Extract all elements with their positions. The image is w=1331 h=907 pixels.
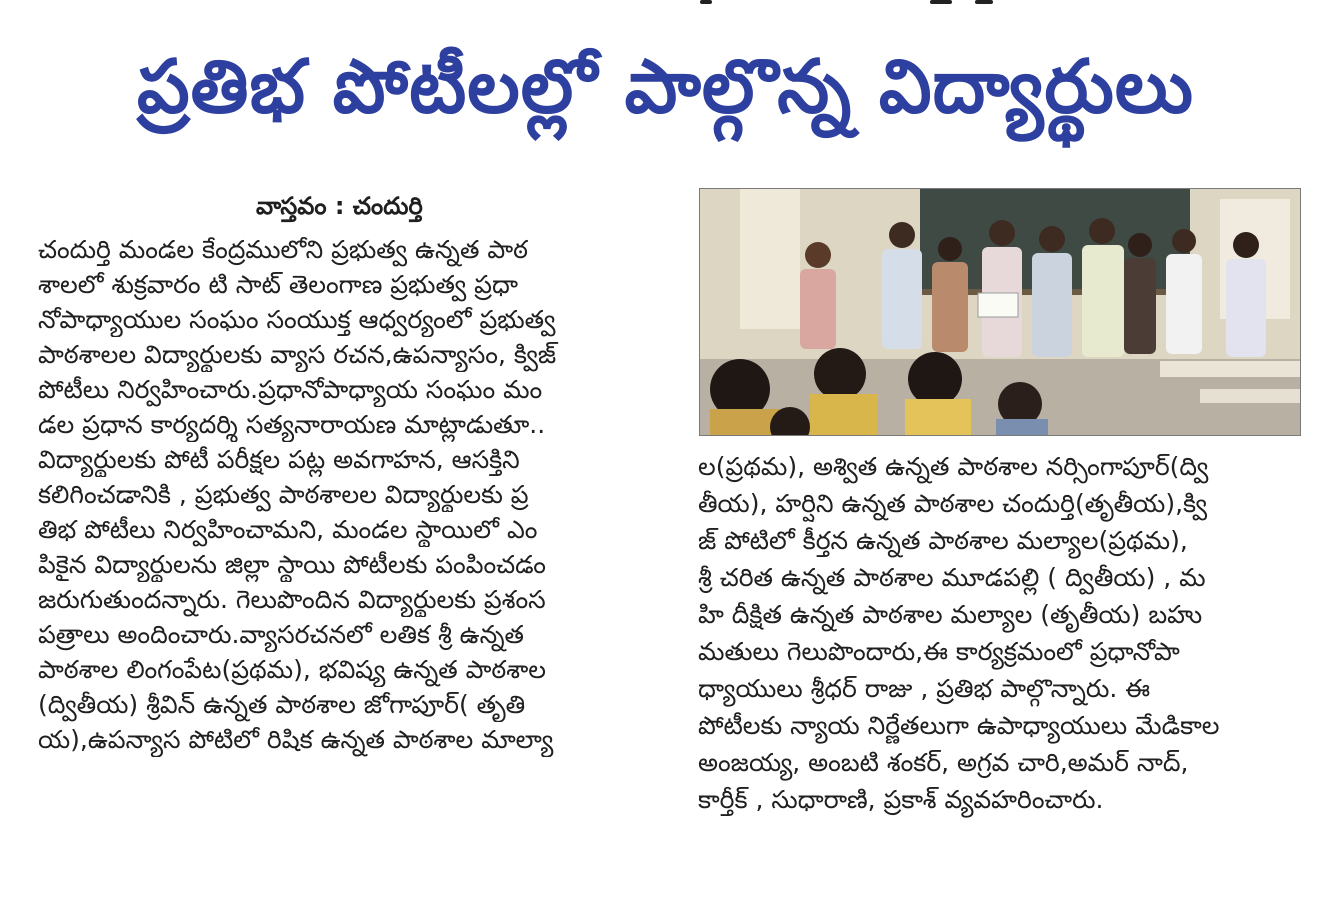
- article-column-right: [698, 448, 1308, 818]
- article-line: శాలలో శుక్రవారం టి సాట్ తెలంగాణ ప్రభుత్వ ప్రధా: [38, 270, 518, 299]
- byline: వాస్తవం : చందుర్తి: [256, 192, 423, 220]
- article-line: కార్తీక్ , సుధారాణి, ప్రకాశ్ వ్యవహరించారు.: [698, 785, 1104, 814]
- article-line: పత్రాలు అందించారు.వ్యాసరచనలో లతిక శ్రీ ఉన్నత: [38, 620, 525, 649]
- article-line: శ్రీ చరిత ఉన్నత పాఠశాల మూడపల్లి ( ద్వితీయ) , మ: [698, 563, 1206, 592]
- cropped-previous-text: [0, 0, 1331, 14]
- article-line: పోటీలు నిర్వహించారు.ప్రధానోపాధ్యాయ సంఘం మం: [38, 375, 543, 404]
- article-line: పాఠశాలల విద్యార్థులకు వ్యాస రచన,ఉపన్యాసం, క్విజ్: [38, 340, 557, 369]
- article-line: ధ్యాయులు శ్రీధర్ రాజు , ప్రతిభ పాల్గొన్నారు. ఈ: [698, 674, 1151, 703]
- article-line: చందుర్తి మండల కేంద్రములోని ప్రభుత్వ ఉన్నత పాఠ: [38, 235, 528, 264]
- article-column-left: [38, 232, 666, 757]
- article-line: తిభ పోటీలు నిర్వహించామని, మండల స్థాయిలో ఎం: [38, 515, 538, 544]
- article-line: హి దీక్షిత ఉన్నత పాఠశాల మల్యాల (తృతీయ) బహు: [698, 600, 1203, 629]
- article-line: అంజయ్య, అంబటి శంకర్, అగ్రవ చారి,అమర్ నాద్,: [698, 748, 1189, 777]
- event-photo: [699, 188, 1301, 436]
- article-line: పోటీలకు న్యాయ నిర్ణేతలుగా ఉపాధ్యాయులు మేడికాల: [698, 711, 1220, 740]
- article-line: (ద్వితీయ) శ్రీవిన్ ఉన్నత పాఠశాల జోగాపూర్( తృతి: [38, 690, 526, 719]
- article-line: విద్యార్థులకు పోటీ పరీక్షల పట్ల అవగాహన, ఆసక్తిని: [38, 445, 520, 474]
- article-line: పాఠశాల లింగంపేట(ప్రథమ), భవిష్య ఉన్నత పాఠశాల: [38, 655, 547, 684]
- article-line: య),ఉపన్యాస పోటిలో రిషిక ఉన్నత పాఠశాల మాల్యా: [38, 725, 554, 754]
- article-line: కలిగించడానికి , ప్రభుత్వ పాఠశాలల విద్యార్థులకు ప్ర: [38, 480, 529, 509]
- article-line: ల(ప్రథమ), అశ్విత ఉన్నత పాఠశాల నర్సింగాపూర్(ద్వి: [698, 452, 1209, 481]
- headline: ప్రతిభ పోటీలల్లో పాల్గొన్న విద్యార్థులు: [137, 44, 1194, 131]
- article-line: పికైన విద్యార్థులను జిల్లా స్థాయి పోటీలకు పంపించడం: [38, 550, 546, 579]
- article-line: జరుగుతుందన్నారు. గెలుపొందిన విద్యార్థులకు ప్రశంస: [38, 585, 546, 614]
- article-line: నోపాధ్యాయుల సంఘం సంయుక్త ఆధ్వర్యంలో ప్రభుత్వ: [38, 305, 556, 334]
- article-line: జ్ పోటిలో కీర్తన ఉన్నత పాఠశాల మల్యాల(ప్రథమ),: [698, 526, 1188, 555]
- article-line: మతులు గెలుపొందారు,ఈ కార్యక్రమంలో ప్రధానోపా: [698, 637, 1180, 666]
- article-line: తీయ), హర్షిని ఉన్నత పాఠశాల చందుర్తి(తృతీయ),క్వి: [698, 489, 1208, 518]
- article-line: డల ప్రధాన కార్యదర్శి సత్యనారాయణ మాట్లాడుతూ..: [38, 410, 546, 439]
